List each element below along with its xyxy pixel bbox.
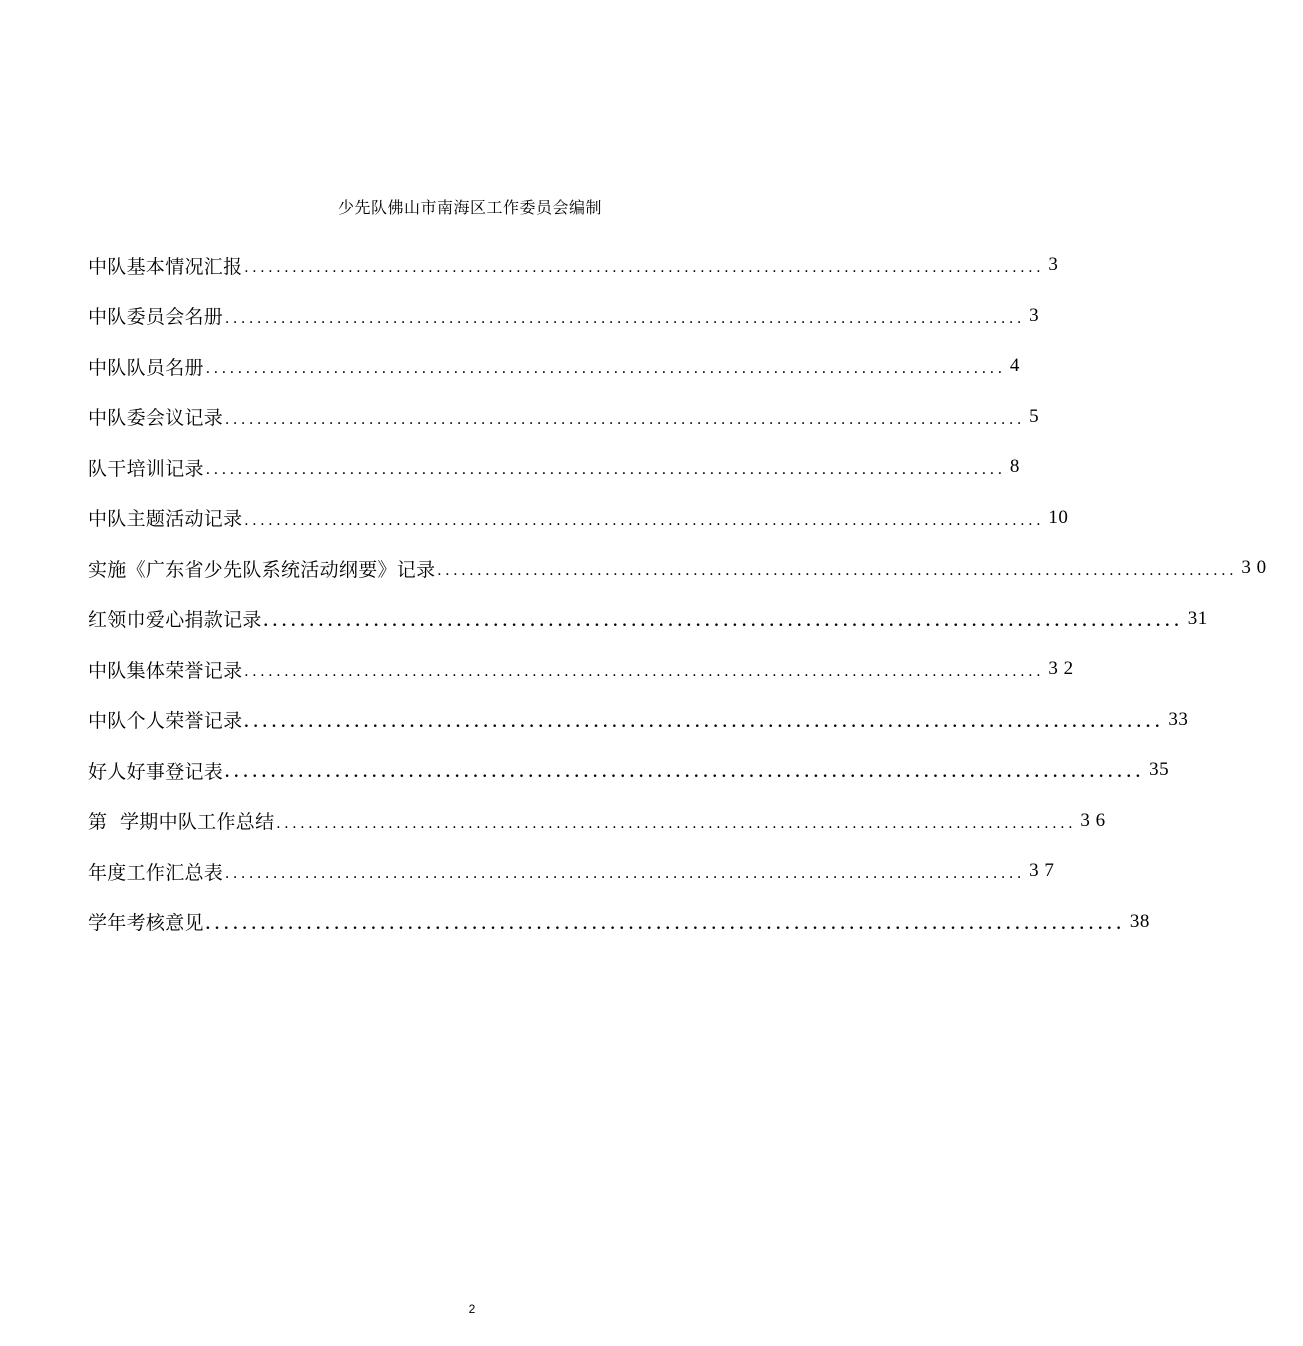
toc-entry[interactable] [88, 796, 1106, 847]
toc-entry-page: 3 [1048, 254, 1059, 276]
toc-dot-leader: .................................................................................................... [205, 461, 1006, 479]
table-of-contents [88, 240, 1267, 947]
toc-dot-leader: .................................................................................................... [244, 713, 1165, 731]
toc-entry-label: 第 学期中队工作总结 [88, 811, 275, 834]
toc-entry-page: 3 6 [1080, 809, 1106, 831]
toc-entry[interactable] [88, 240, 1059, 291]
toc-entry-label: 好人好事登记表 [88, 760, 224, 783]
toc-entry-page: 10 [1048, 506, 1069, 528]
toc-dot-leader: .................................................................................................... [276, 814, 1077, 832]
toc-entry[interactable] [88, 493, 1069, 544]
toc-entry-label: 年度工作汇总表 [88, 861, 224, 884]
toc-entry[interactable] [88, 543, 1267, 594]
toc-entry-label: 中队集体荣誉记录 [88, 659, 243, 682]
toc-entry-label: 实施《广东省少先队系统活动纲要》记录 [88, 558, 436, 581]
toc-entry-label: 中队委会议记录 [88, 407, 224, 430]
toc-entry-page: 3 7 [1029, 860, 1055, 882]
toc-entry[interactable] [88, 897, 1150, 948]
toc-entry-label: 中队基本情况汇报 [88, 255, 243, 278]
toc-entry[interactable] [88, 745, 1170, 796]
toc-entry-page: 38 [1129, 910, 1150, 932]
toc-entry-label: 学年考核意见 [88, 912, 204, 935]
toc-dot-leader: .................................................................................................... [244, 511, 1045, 529]
toc-dot-leader: .................................................................................................... [437, 562, 1238, 580]
toc-entry-page: 8 [1009, 456, 1020, 478]
toc-dot-leader: .................................................................................................... [263, 612, 1184, 630]
toc-entry[interactable] [88, 846, 1055, 897]
toc-entry-label: 中队个人荣誉记录 [88, 710, 243, 733]
toc-entry-page: 3 0 [1241, 557, 1267, 579]
toc-entry-page: 31 [1187, 607, 1208, 629]
toc-entry-label: 中队委员会名册 [88, 306, 224, 329]
toc-entry[interactable] [88, 594, 1208, 645]
toc-dot-leader: .................................................................................................... [244, 259, 1045, 277]
toc-entry-page: 35 [1149, 759, 1170, 781]
toc-entry[interactable] [88, 695, 1189, 746]
toc-entry-page: 3 [1029, 304, 1040, 326]
toc-entry-page: 33 [1168, 708, 1189, 730]
toc-entry[interactable] [88, 341, 1020, 392]
toc-entry-page: 4 [1009, 355, 1020, 377]
toc-dot-leader: .................................................................................................... [225, 309, 1026, 327]
toc-entry-page: 5 [1029, 405, 1040, 427]
toc-entry[interactable] [88, 291, 1040, 342]
toc-entry-label: 红领巾爱心捐款记录 [88, 609, 262, 632]
toc-entry-page: 3 2 [1048, 658, 1074, 680]
document-subtitle: 少先队佛山市南海区工作委员会编制 [337, 198, 602, 217]
page-number: 2 [468, 1302, 476, 1316]
toc-dot-leader: .................................................................................................... [225, 410, 1026, 428]
toc-entry-label: 队干培训记录 [88, 457, 204, 480]
toc-dot-leader: .................................................................................................... [244, 663, 1045, 681]
toc-entry-label: 中队主题活动记录 [88, 508, 243, 531]
toc-entry[interactable] [88, 442, 1020, 493]
toc-dot-leader: .................................................................................................... [225, 764, 1146, 782]
toc-dot-leader: .................................................................................................... [205, 915, 1126, 933]
toc-dot-leader: .................................................................................................... [225, 865, 1026, 883]
toc-entry[interactable] [88, 644, 1074, 695]
toc-dot-leader: .................................................................................................... [205, 360, 1006, 378]
toc-entry-label: 中队队员名册 [88, 356, 204, 379]
toc-entry[interactable] [88, 392, 1040, 443]
